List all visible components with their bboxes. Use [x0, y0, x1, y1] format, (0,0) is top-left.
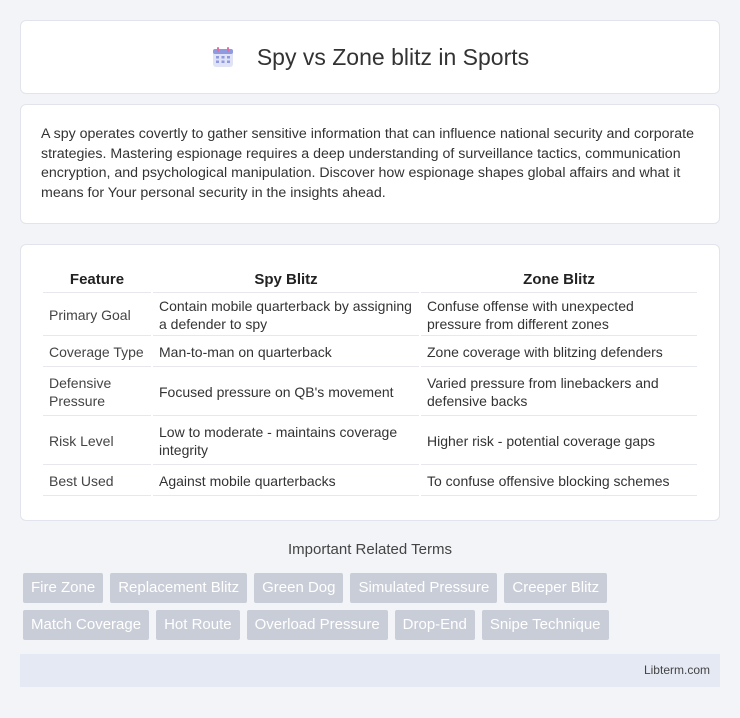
page-header: [20, 20, 720, 94]
feature-cell: Best Used: [43, 467, 151, 496]
zone-blitz-cell: Confuse offense with unexpected pressure from different zones: [421, 295, 697, 336]
table-header-row: [43, 267, 697, 293]
tag-snipe-technique[interactable]: Snipe Technique: [482, 610, 609, 640]
footer: [20, 654, 720, 687]
footer-brand-link[interactable]: Libterm.com: [643, 663, 710, 677]
feature-cell: Defensive Pressure: [43, 369, 151, 416]
zone-blitz-cell: Zone coverage with blitzing defenders: [421, 338, 697, 367]
table-row: [43, 467, 697, 496]
tag-drop-end[interactable]: Drop-End: [395, 610, 475, 640]
spy-blitz-cell: Against mobile quarterbacks: [153, 467, 419, 496]
comparison-card: [20, 244, 720, 521]
table-row: [43, 369, 697, 416]
page-title: Spy vs Zone blitz in Sports: [256, 43, 530, 70]
related-terms-tags: [23, 573, 723, 647]
column-header-spy-blitz: Spy Blitz: [153, 267, 419, 293]
zone-blitz-cell: To confuse offensive blocking schemes: [421, 467, 697, 496]
tag-green-dog[interactable]: Green Dog: [254, 573, 343, 603]
tag-match-coverage[interactable]: Match Coverage: [23, 610, 149, 640]
column-header-feature: Feature: [43, 267, 151, 293]
column-header-zone-blitz: Zone Blitz: [421, 267, 697, 293]
tag-creeper-blitz[interactable]: Creeper Blitz: [504, 573, 607, 603]
zone-blitz-cell: Varied pressure from linebackers and defensive backs: [421, 369, 697, 416]
table-row: [43, 295, 697, 336]
tag-overload-pressure[interactable]: Overload Pressure: [247, 610, 388, 640]
related-terms-title: Important Related Terms: [288, 541, 452, 558]
zone-blitz-cell: Higher risk - potential coverage gaps: [421, 418, 697, 465]
table-row: [43, 338, 697, 367]
feature-cell: Primary Goal: [43, 295, 151, 336]
spy-blitz-cell: Contain mobile quarterback by assigning a defender to spy: [153, 295, 419, 336]
table-row: [43, 418, 697, 465]
spy-blitz-cell: Focused pressure on QB's movement: [153, 369, 419, 416]
calendar-icon: [211, 45, 235, 69]
feature-cell: Coverage Type: [43, 338, 151, 367]
tag-fire-zone[interactable]: Fire Zone: [23, 573, 103, 603]
tag-row: [23, 573, 723, 603]
feature-cell: Risk Level: [43, 418, 151, 465]
tag-simulated-pressure[interactable]: Simulated Pressure: [350, 573, 497, 603]
tag-replacement-blitz[interactable]: Replacement Blitz: [110, 573, 247, 603]
spy-blitz-cell: Low to moderate - maintains coverage integrity: [153, 418, 419, 465]
comparison-table: [41, 265, 699, 498]
tag-hot-route[interactable]: Hot Route: [156, 610, 240, 640]
spy-blitz-cell: Man-to-man on quarterback: [153, 338, 419, 367]
tag-row: [23, 610, 723, 640]
intro-card: [20, 104, 720, 224]
intro-text: A spy operates covertly to gather sensitive information that can influence national security and corporate strategies. Mastering espionage requires a deep understanding of surveillance tactics, communication encryption, and psychological manipulation. Discover how espionage shapes global affairs and what it means for Your personal security in the insights ahead.: [41, 126, 694, 201]
